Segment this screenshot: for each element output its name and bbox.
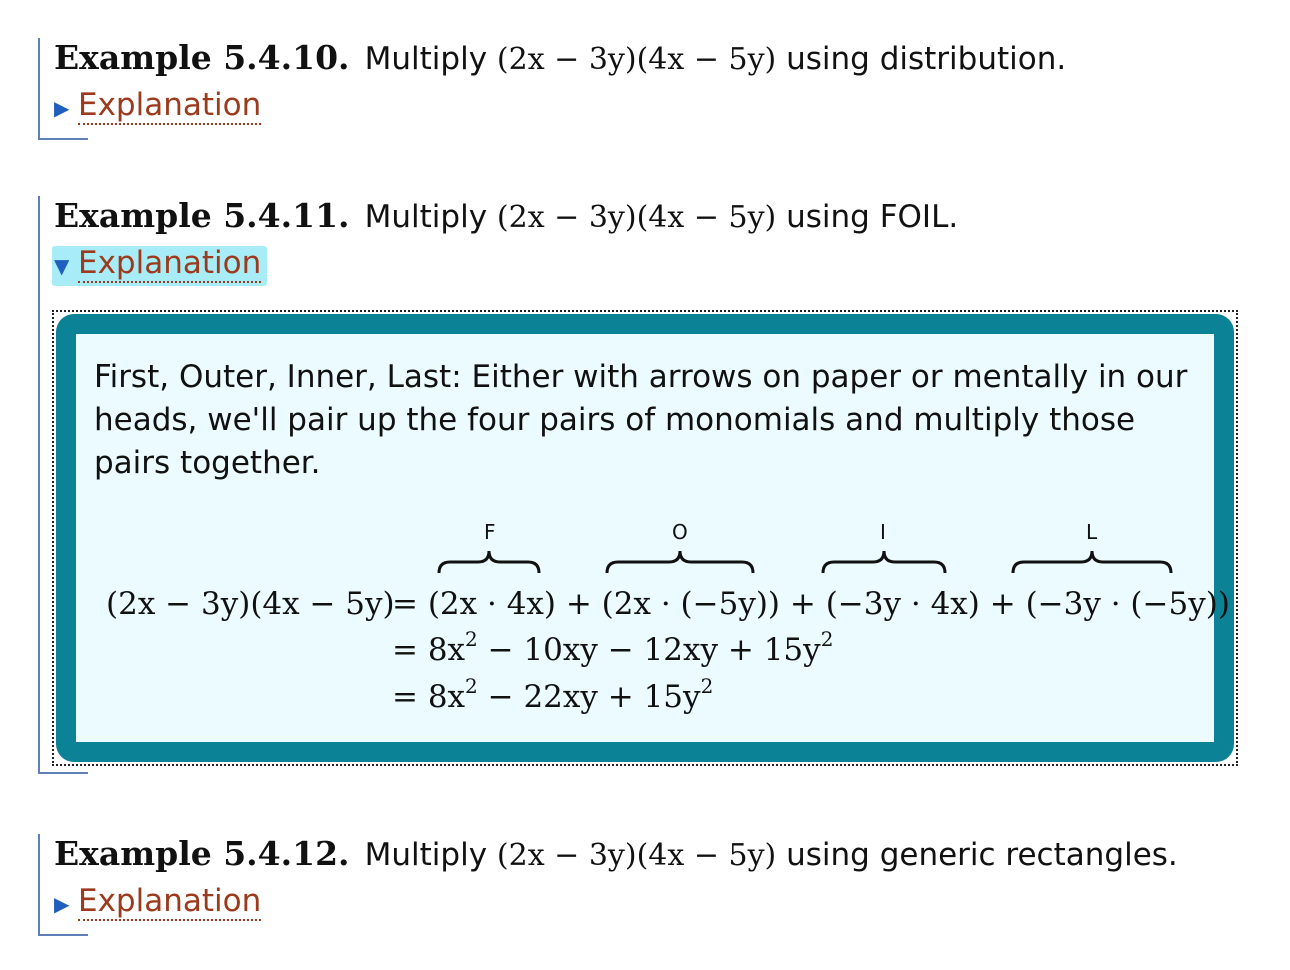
triangle-right-icon: ▶	[54, 95, 70, 120]
overbrace-first	[438, 550, 540, 574]
solution-panel	[56, 314, 1234, 762]
example-5-4-12	[38, 834, 1248, 938]
overbrace-outer	[606, 550, 754, 574]
equation-lhs: (2x − 3y)(4x − 5y)	[106, 586, 395, 622]
example-expression: (2x − 3y)(4x − 5y)	[496, 42, 777, 77]
equation-line-1: = (2x · 4x) + (2x · (−5y)) + (−3y · 4x) + (−3y · (−5y))	[392, 586, 1230, 622]
example-label: Example 5.4.10.	[54, 38, 350, 77]
example-bottom-bar	[38, 138, 88, 140]
explanation-link[interactable]: Explanation	[78, 245, 262, 281]
brace-label-last: L	[1086, 520, 1098, 544]
triangle-right-icon: ▶	[54, 891, 70, 916]
explanation-toggle[interactable]	[52, 246, 267, 286]
example-bottom-bar	[38, 934, 88, 936]
example-prompt: Multiply (2x − 3y)(4x − 5y) using generic rectangles.	[364, 837, 1178, 873]
example-heading	[54, 834, 1178, 873]
example-heading	[54, 38, 1066, 77]
equation-line-3: = $8x^2 - 22xy + 15y^2$	[392, 674, 714, 715]
example-5-4-10	[38, 38, 1248, 142]
explanation-toggle[interactable]	[52, 88, 267, 128]
example-left-bar	[38, 196, 40, 774]
example-label: Example 5.4.11.	[54, 196, 350, 235]
example-label: Example 5.4.12.	[54, 834, 350, 873]
example-left-bar	[38, 834, 40, 936]
example-heading	[54, 196, 958, 235]
example-bottom-bar	[38, 772, 88, 774]
example-prompt: Multiply (2x − 3y)(4x − 5y) using distribution.	[364, 41, 1067, 77]
explanation-link[interactable]: Explanation	[78, 87, 262, 123]
overbrace-last	[1012, 550, 1172, 574]
equation-line-2: = $8x^2 - 10xy - 12xy + 15y^2$	[392, 627, 834, 668]
explanation-toggle[interactable]	[52, 884, 267, 924]
example-expression: (2x − 3y)(4x − 5y)	[496, 838, 777, 873]
overbrace-inner	[822, 550, 946, 574]
explanation-link[interactable]: Explanation	[78, 883, 262, 919]
triangle-down-icon: ▼	[54, 253, 70, 278]
solution-text: First, Outer, Inner, Last: Either with arrows on paper or mentally in our heads, we'll pair up the four pairs of monomials and multiply those pairs together.	[94, 359, 1188, 481]
example-expression: (2x − 3y)(4x − 5y)	[496, 200, 777, 235]
example-prompt: Multiply (2x − 3y)(4x − 5y) using FOIL.	[364, 199, 959, 235]
example-left-bar	[38, 38, 40, 140]
brace-label-inner: I	[880, 520, 886, 544]
brace-label-outer: O	[672, 520, 688, 544]
brace-label-first: F	[484, 520, 496, 544]
